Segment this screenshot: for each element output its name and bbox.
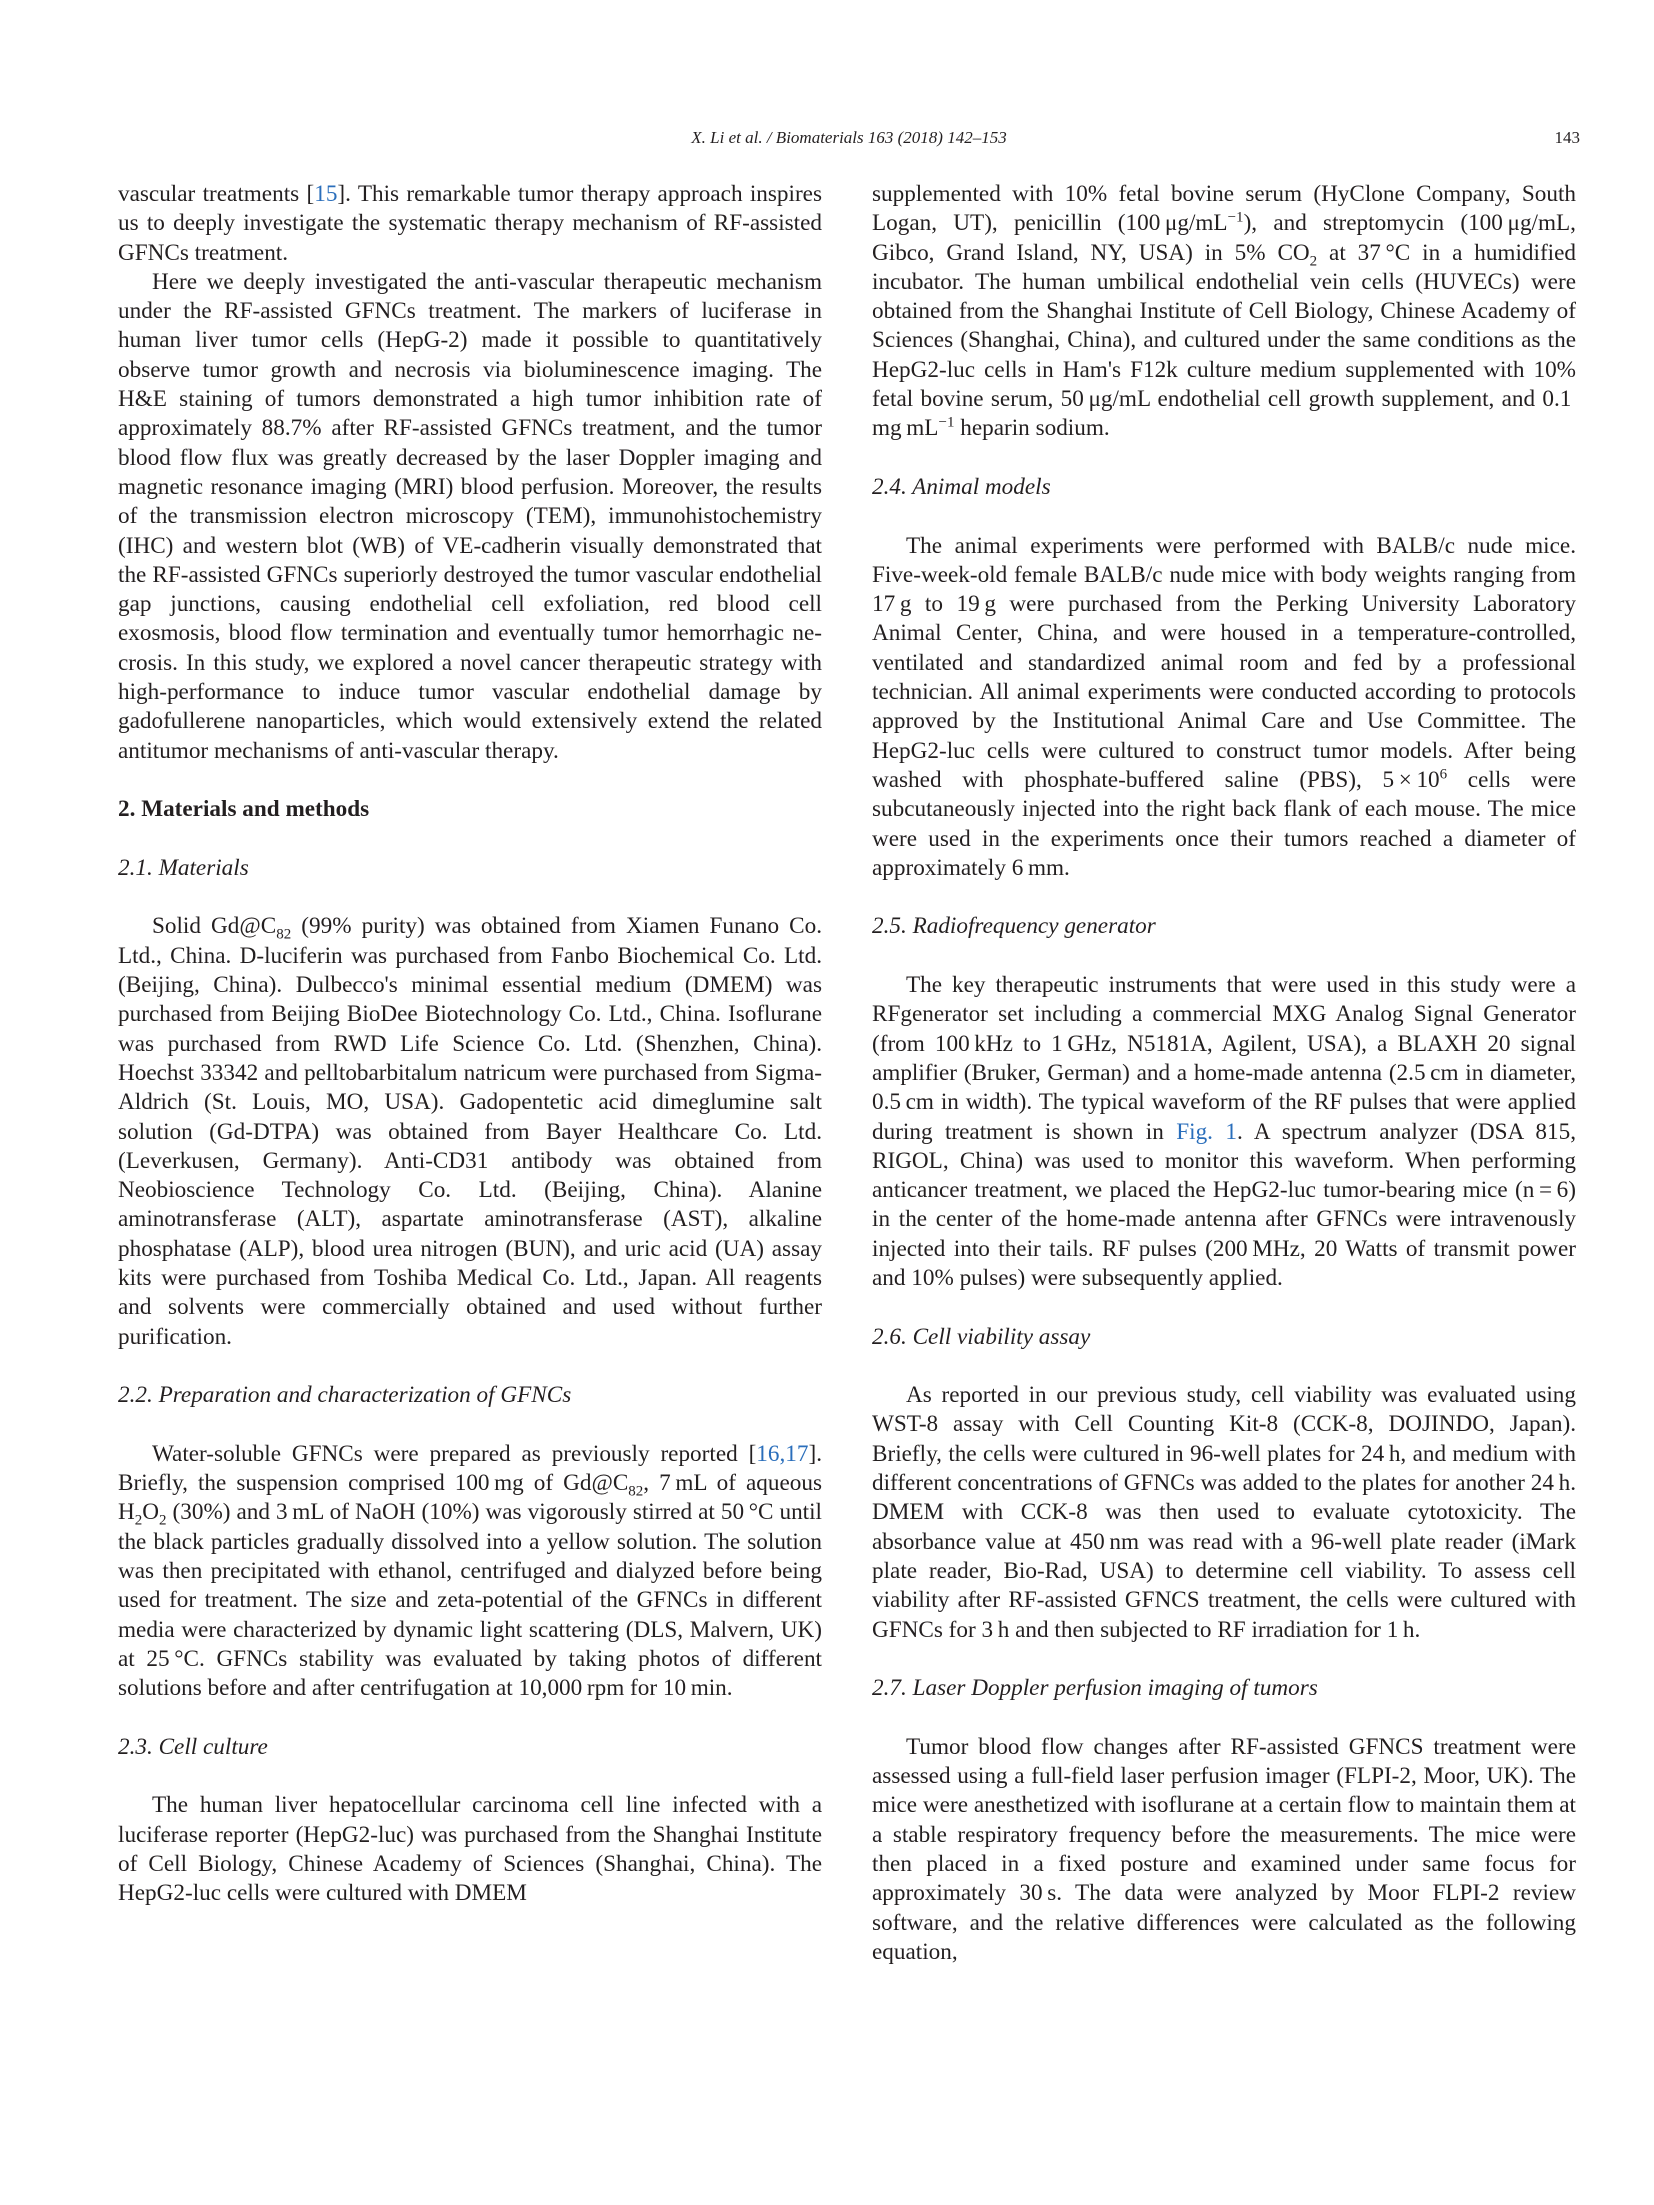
text: Water-soluble GFNCs were prepared as previously reported [	[152, 1440, 757, 1467]
text: ]. This remarkable tumor therapy approach inspires us to deeply investigate the systematic therapy mechanism of RF-assisted GFNCs treatment.	[118, 181, 822, 266]
text: ]. Briefly, the suspension comprised 100 mg of Gd@C	[118, 1440, 822, 1497]
text: O	[142, 1499, 159, 1526]
subsection-heading: 2.2. Preparation and characterization of GFNCs	[118, 1382, 572, 1409]
text: heparin sodium.	[954, 415, 1110, 442]
cell-viability-paragraph: As reported in our previous study, cell viability was evaluated using WST-8 assay with Cell Counting Kit-8 (CCK-8, DOJINDO, Japan). Briefly, the cells were cultured in 96-well plates for 24 h, and medium with different concentrations of GFNCs was added to the plates for another 24 h. DMEM with CCK-8 was then used to evaluate cytotoxicity. The absorbance value at 450 nm was read with a 96-well plate reader (iMark plate reader, Bio-Rad, USA) to determine cell viability. To assess cell viability after RF-assisted GFNCS treatment, the cells were cultured with GFNCs for 3 h and then subjected to RF irradiation for 1 h.	[872, 1382, 1576, 1643]
rf-generator-paragraph	[872, 971, 1576, 1293]
text: Solid Gd@C	[152, 913, 277, 940]
text: at 37 °C in a humidified incubator. The human umbilical endothelial vein cells (HUVECs) were obtained from the Shanghai Institute of Cell Biology, Chinese Academy of Sciences (Shanghai, China), and cultured under the same conditions as the HepG2-luc cells in Ham's F12k culture medium supplemented with 10% fetal bovine serum, 50 μg/mL endothelial cell growth supplement, and 0.1 mg mL	[872, 239, 1576, 442]
text: The animal experiments were performed with BALB/c nude mice. Five-week-old female BALB/c nude mice with body weights ranging from 17 g to 19 g were purchased from the Perking University Laboratory Animal Center, China, and were housed in a temperature-controlled, ventilated and standardized animal room and fed by a professional technician. All animal experiments were conducted according to protocols approved by the Institutional Animal Care and Use Committee. The HepG2-luc cells were cultured to construct tumor models. After being washed with phosphate-buffered saline (PBS), 5 × 10	[872, 532, 1576, 793]
section-heading: 2. Materials and methods	[118, 796, 370, 823]
subsection-heading: 2.6. Cell viability assay	[872, 1323, 1091, 1350]
text: supplemented with 10% fetal bovine serum (HyClone Company, South Logan, UT), penicillin (100 μg/mL	[872, 181, 1576, 237]
text: ), and streptomycin (100 μg/mL, Gibco, Grand Island, NY, USA) in 5% CO	[872, 210, 1576, 266]
figure-link[interactable]: Fig. 1	[1176, 1118, 1237, 1145]
preparation-paragraph	[118, 1440, 822, 1704]
subsection-heading: 2.4. Animal models	[872, 473, 1051, 500]
subsection-heading: 2.5. Radiofrequency generator	[872, 913, 1156, 940]
text: . A spectrum analyzer (DSA 815, RIGOL, China) was used to monitor this waveform. When performing anticancer treatment, we placed the HepG2-luc tumor-bearing mice (n = 6) in the center of the home-made antenna after GFNCs were intravenously injected into their tails. RF pulses (200 MHz, 20 Watts of transmit power and 10% pulses) were subsequently applied.	[872, 1118, 1576, 1291]
materials-paragraph	[118, 912, 822, 1351]
subscript: 2	[159, 1513, 167, 1529]
page-number: 143	[1554, 128, 1580, 147]
text: vascular treatments [	[118, 181, 315, 207]
cell-culture-paragraph: The human liver hepatocellular carcinoma cell line infected with a luciferase reporter (HepG2-luc) was purchased from the Shanghai Institute of Cell Biology, Chinese Academy of Sciences (Shanghai, China). The HepG2-luc cells were cultured with DMEM	[118, 1792, 822, 1907]
laser-doppler-paragraph: Tumor blood flow changes after RF-assisted GFNCS treatment were assessed using a full-field laser perfusion imager (FLPI-2, Moor, UK). The mice were anesthetized with isoflurane at a certain flow to maintain them at a stable respiratory frequency before the measurements. The mice were then placed in a fixed posture and examined under same focus for approximately 30 s. The data were analyzed by Moor FLPI-2 review software, and the relative differences were calculated as the following equation,	[872, 1733, 1576, 1965]
cell-culture-continued	[872, 180, 1576, 444]
intro-paragraph-end	[118, 180, 822, 268]
citation-link[interactable]: 15	[314, 181, 338, 207]
text: (30%) and 3 mL of NaOH (10%) was vigorously stirred at 50 °C until the black particles gradually dissolved into a yellow solution. The solution was then precipitated with ethanol, centrifuged and dialyzed before being used for treatment. The size and zeta-potential of the GFNCs in different media were characterized by dynamic light scattering (DLS, Malvern, UK) at 25 °C. GFNCs stability was evaluated by taking photos of different solutions before and after centrifugation at 10,000 rpm for 10 min.	[118, 1499, 822, 1702]
subsection-heading: 2.3. Cell culture	[118, 1733, 268, 1760]
superscript: −1	[938, 414, 955, 431]
subscript: 2	[134, 1513, 143, 1529]
subscript: 82	[276, 927, 292, 944]
superscript: 6	[1439, 766, 1448, 783]
subsection-heading: 2.7. Laser Doppler perfusion imaging of tumors	[872, 1675, 1318, 1702]
left-column	[118, 180, 822, 1909]
intro-paragraph: Here we deeply investigated the anti-vascular therapeutic mechanism under the RF-assisted GFNCs treatment. The markers of luciferase in human liver tumor cells (HepG-2) made it possible to quantitatively observe tumor growth and necrosis via bioluminescence imaging. The H&E staining of tumors demonstrated a high tumor inhibition rate of approximately 88.7% after RF-assisted GFNCs treatment, and the tumor blood flow flux was greatly decreased by the laser Doppler imaging and magnetic resonance imaging (MRI) blood perfusion. Moreover, the results of the transmission electron microscopy (TEM), immunohistochemistry (IHC) and western blot (WB) of VE-cadherin visually demonstrated that the RF-assisted GFNCs superiorly destroyed the tumor vascular endothelial gap junctions, causing endothelial cell exfoliation, red blood cell exosmosis, blood flow termination and eventually tumor hemorrhagic necrosis. In this study, we explored a novel cancer therapeutic strategy with high-performance to induce tumor vascular endothelial damage by gadofullerene nanoparticles, which would extensively extend the related antitumor mechanisms of anti-vascular therapy.	[118, 268, 822, 764]
text: , 7 mL of aqueous H	[118, 1470, 822, 1526]
subsection-heading: 2.1. Materials	[118, 854, 249, 881]
text: cells were subcutaneously injected into the right back flank of each mouse. The mice were used in the experiments once their tumors reached a diameter of approximately 6 mm.	[872, 766, 1576, 881]
superscript: −1	[1227, 209, 1244, 226]
journal-citation: X. Li et al. / Biomaterials 163 (2018) 142–153	[691, 128, 1007, 147]
text: The key therapeutic instruments that were used in this study were a RFgenerator set including a commercial MXG Analog Signal Generator (from 100 kHz to 1 GHz, N5181A, Agilent, USA), a BLAXH 20 signal amplifier (Bruker, German) and a home-made antenna (2.5 cm in diameter, 0.5 cm in width). The typical waveform of the RF pulses that were applied during treatment is shown in	[872, 972, 1576, 1145]
running-header	[118, 128, 1580, 154]
animal-models-paragraph	[872, 532, 1576, 884]
subscript: 2	[1309, 253, 1318, 270]
right-column	[872, 180, 1576, 1967]
citation-link[interactable]: 16,17	[756, 1440, 809, 1467]
subscript: 82	[628, 1483, 644, 1500]
text: (99% purity) was obtained from Xiamen Funano Co. Ltd., China. D-luciferin was purchased from Fanbo Biochemical Co. Ltd. (Beijing, China). Dulbecco's minimal essential medium (DMEM) was purchased from Beijing BioDee Biotechnology Co. Ltd., China. Isoflurane was purchased from RWD Life Science Co. Ltd. (Shenzhen, China). Hoechst 33342 and pelltobarbitalum natricum were purchased from Sigma-Aldrich (St. Louis, MO, USA). Gadopentetic acid dimeglumine salt solution (Gd-DTPA) was obtained from Bayer Healthcare Co. Ltd. (Leverkusen, Germany). Anti-CD31 antibody was obtained from Neobioscience Technology Co. Ltd. (Beijing, China). Alanine aminotransferase (ALT), aspartate aminotransferase (AST), alkaline phosphatase (ALP), blood urea nitrogen (BUN), and uric acid (UA) assay kits were purchased from Toshiba Medical Co. Ltd., Japan. All reagents and solvents were commercially obtained and used without further purification.	[118, 913, 822, 1350]
